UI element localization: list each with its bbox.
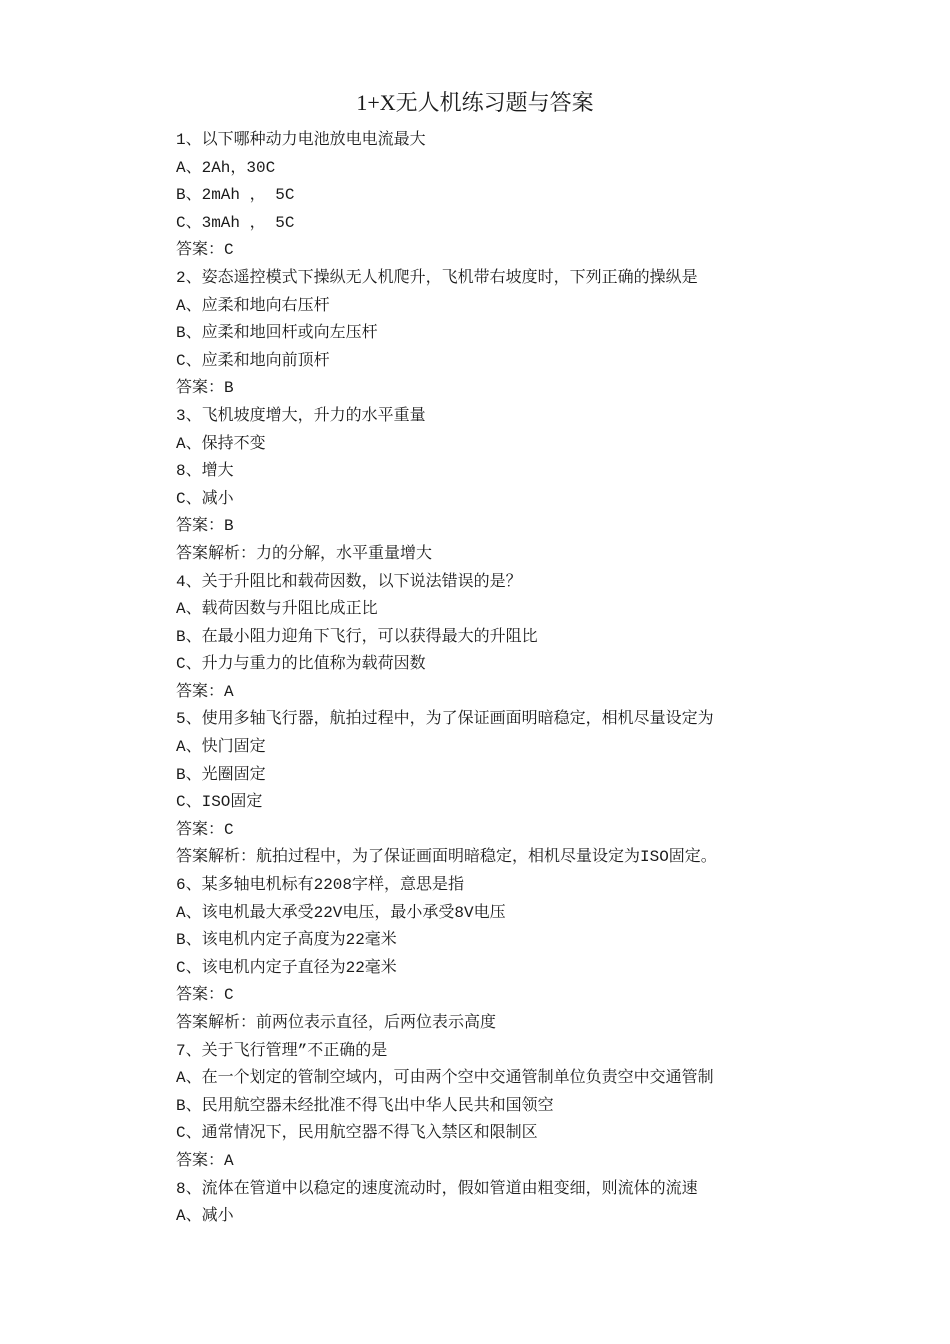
text-line: B、该电机内定子高度为22毫米 [176, 931, 397, 950]
text-line: 答案：B [176, 517, 234, 536]
text-line: 答案解析：航拍过程中，为了保证画面明暗稳定，相机尽量设定为ISO固定。 [176, 848, 717, 867]
text-line: 6、某多轴电机标有2208字样，意思是指 [176, 876, 465, 895]
text-line: 答案：A [176, 682, 234, 701]
text-line: 3、飞机坡度增大，升力的水平重量 [176, 406, 426, 425]
text-line: 8、流体在管道中以稳定的速度流动时，假如管道由粗变细，则流体的流速 [176, 1179, 698, 1198]
text-line: 5、使用多轴飞行器，航拍过程中，为了保证画面明暗稳定，相机尽量设定为 [176, 710, 714, 729]
text-line: A、保持不变 [176, 434, 266, 453]
text-line: C、应柔和地向前顶杆 [176, 351, 330, 370]
text-line: A、在一个划定的管制空域内，可由两个空中交通管制单位负责空中交通管制 [176, 1069, 714, 1088]
text-line: A、快门固定 [176, 738, 266, 757]
text-line: C、升力与重力的比值称为载荷因数 [176, 655, 426, 674]
text-line: A、载荷因数与升阻比成正比 [176, 600, 378, 619]
document-title: 1+X无人机练习题与答案 [356, 90, 594, 115]
text-line: C、该电机内定子直径为22毫米 [176, 958, 397, 977]
text-line: C、通常情况下，民用航空器不得飞入禁区和限制区 [176, 1124, 538, 1143]
text-line: A、该电机最大承受22V电压，最小承受8V电压 [176, 903, 506, 922]
question-list [176, 127, 876, 1231]
text-line: A、应柔和地向右压杆 [176, 296, 330, 315]
text-line: B、民用航空器未经批准不得飞出中华人民共和国领空 [176, 1096, 554, 1115]
text-line: C、ISO固定 [176, 793, 263, 812]
text-line: 8、增大 [176, 462, 234, 481]
text-line: 答案：B [176, 379, 234, 398]
text-line: 7、关于飞行管理”不正确的是 [176, 1041, 388, 1060]
text-line: 答案：C [176, 820, 234, 839]
text-line: 答案：C [176, 241, 234, 260]
text-line: C、3mAh ， 5C [176, 213, 295, 232]
text-line: B、在最小阻力迎角下飞行，可以获得最大的升阻比 [176, 627, 538, 646]
text-line: A、2Ah，30C [176, 158, 276, 177]
text-line: 答案：C [176, 986, 234, 1005]
text-line: A、减小 [176, 1207, 234, 1226]
text-line: 答案解析：前两位表示直径，后两位表示高度 [176, 1014, 497, 1032]
text-line: B、应柔和地回杆或向左压杆 [176, 324, 378, 343]
text-line: 2、姿态遥控模式下操纵无人机爬升，飞机带右坡度时，下列正确的操纵是 [176, 268, 698, 287]
text-line: 答案解析：力的分解，水平重量增大 [176, 544, 433, 563]
text-line: C、减小 [176, 489, 234, 508]
text-line: 答案：A [176, 1151, 234, 1170]
text-line: 1、以下哪种动力电池放电电流最大 [176, 131, 426, 149]
text-line: B、光圈固定 [176, 765, 266, 784]
text-line: 4、关于升阻比和载荷因数，以下说法错误的是？ [176, 572, 522, 591]
text-line: B、2mAh ， 5C [176, 186, 295, 205]
